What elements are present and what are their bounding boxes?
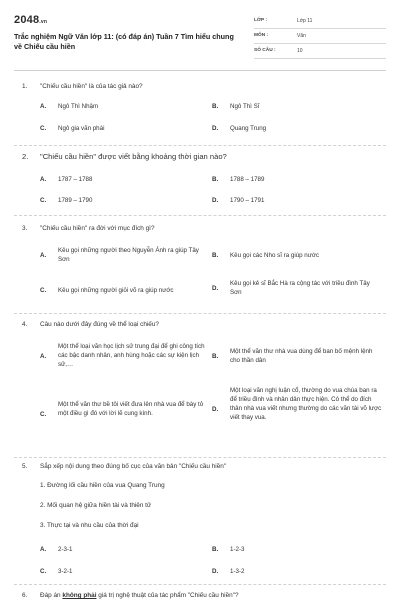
question-3: 3. "Chiếu cầu hiền" ra đời với mục đích gì? A. Kêu gọi những người theo Nguyễn Ánh ra giúp Tây Sơn B. Kêu gọi các Nho sĩ ra giúp nước C. Kêu gọi những người giỏi võ ra giúp nước D. Kêu gọi kẻ sĩ Bắc Hà ra cộng tác với triều đình Tây Sơn — [22, 224, 382, 309]
question-text: 3. "Chiếu cầu hiền" ra đời với mục đích gì? — [22, 225, 155, 232]
question-separator — [14, 457, 386, 458]
meta-row-count — [254, 44, 386, 59]
question-text: 1. "Chiếu cầu hiền" là của tác giả nào? — [22, 83, 143, 90]
meta-table — [254, 14, 386, 59]
question-text: 2. "Chiếu cầu hiền" được viết bằng khoảng thời gian nào? — [22, 152, 227, 161]
page-header — [14, 12, 386, 64]
question-separator — [14, 145, 386, 146]
header-divider — [14, 70, 386, 71]
question-2: 2. "Chiếu cầu hiền" được viết bằng khoảng thời gian nào? A. 1787 – 1788 B. 1788 – 1789 C. 1789 – 1790 D. 1790 – 1791 — [22, 152, 382, 212]
question-separator — [14, 313, 386, 314]
meta-value: 10 — [297, 48, 303, 54]
meta-value: Văn — [297, 33, 306, 39]
list-item: 3. Thực tại và nhu cầu của thời đại — [40, 522, 139, 529]
question-text: 4. Câu nào dưới đây đúng về thể loại chiếu? — [22, 321, 159, 328]
meta-key: MÔN : — [254, 33, 269, 38]
question-text: 5. Sắp xếp nội dung theo đúng bố cục của văn bản "Chiếu cầu hiền" — [22, 463, 227, 470]
meta-row-class — [254, 14, 386, 29]
question-4: 4. Câu nào dưới đây đúng về thể loại chiếu? A. Một thể loại văn học lịch sử trung đại để ghi công tích các bậc danh nhân, anh hùng hoặc các sự kiện lịch sử,… B. Một thể văn thư nhà vua dùng để ban bố mệnh lệnh cho thần dân C. Một thể văn thư bề tôi viết đưa lên nhà vua để bày tỏ một điều gì đó với lời lẽ cung kính. D. Một loại văn nghị luận cổ, thường do vua chúa ban ra để triều đình và nhân dân thực hiện. Có thể do đích thân nhà vua viết nhưng thường do các văn tài võ lược viết thay vua. — [22, 321, 382, 421]
meta-key: LỚP : — [254, 18, 268, 23]
question-5: 5. Sắp xếp nội dung theo đúng bố cục của văn bản "Chiếu cầu hiền" 1. Đường lối cầu hiền của vua Quang Trung 2. Mối quan hệ giữa hiền tài và thiên tử 3. Thực tại và nhu cầu của thời đại A. 2-3-1 B. 1-2-3 C. 3-2-1 D. 1-3-2 — [22, 462, 382, 582]
page-title: Trắc nghiệm Ngữ Văn lớp 11: (có đáp án) Tuần 7 Tìm hiểu chung về Chiếu cầu hiền — [14, 32, 234, 51]
meta-row-subject — [254, 29, 386, 44]
meta-key: SỐ CÂU : — [254, 48, 276, 53]
meta-value: Lớp 11 — [297, 18, 313, 24]
question-1: 1. "Chiếu cầu hiền" là của tác giả nào? A. Ngô Thì Nhậm B. Ngô Thì Sĩ C. Ngô gia văn phái D. Quang Trung — [22, 82, 382, 142]
question-separator — [14, 584, 386, 585]
list-item: 1. Đường lối cầu hiền của vua Quang Trung — [40, 482, 165, 489]
site-logo[interactable]: 2048.vn — [14, 14, 48, 26]
question-text: 6. Đáp án không phải giá trị nghệ thuật của tác phẩm "Chiếu cầu hiền"? — [22, 592, 239, 599]
question-6 — [22, 591, 382, 600]
question-separator — [14, 215, 386, 216]
list-item: 2. Mối quan hệ giữa hiền tài và thiên tử — [40, 502, 152, 509]
